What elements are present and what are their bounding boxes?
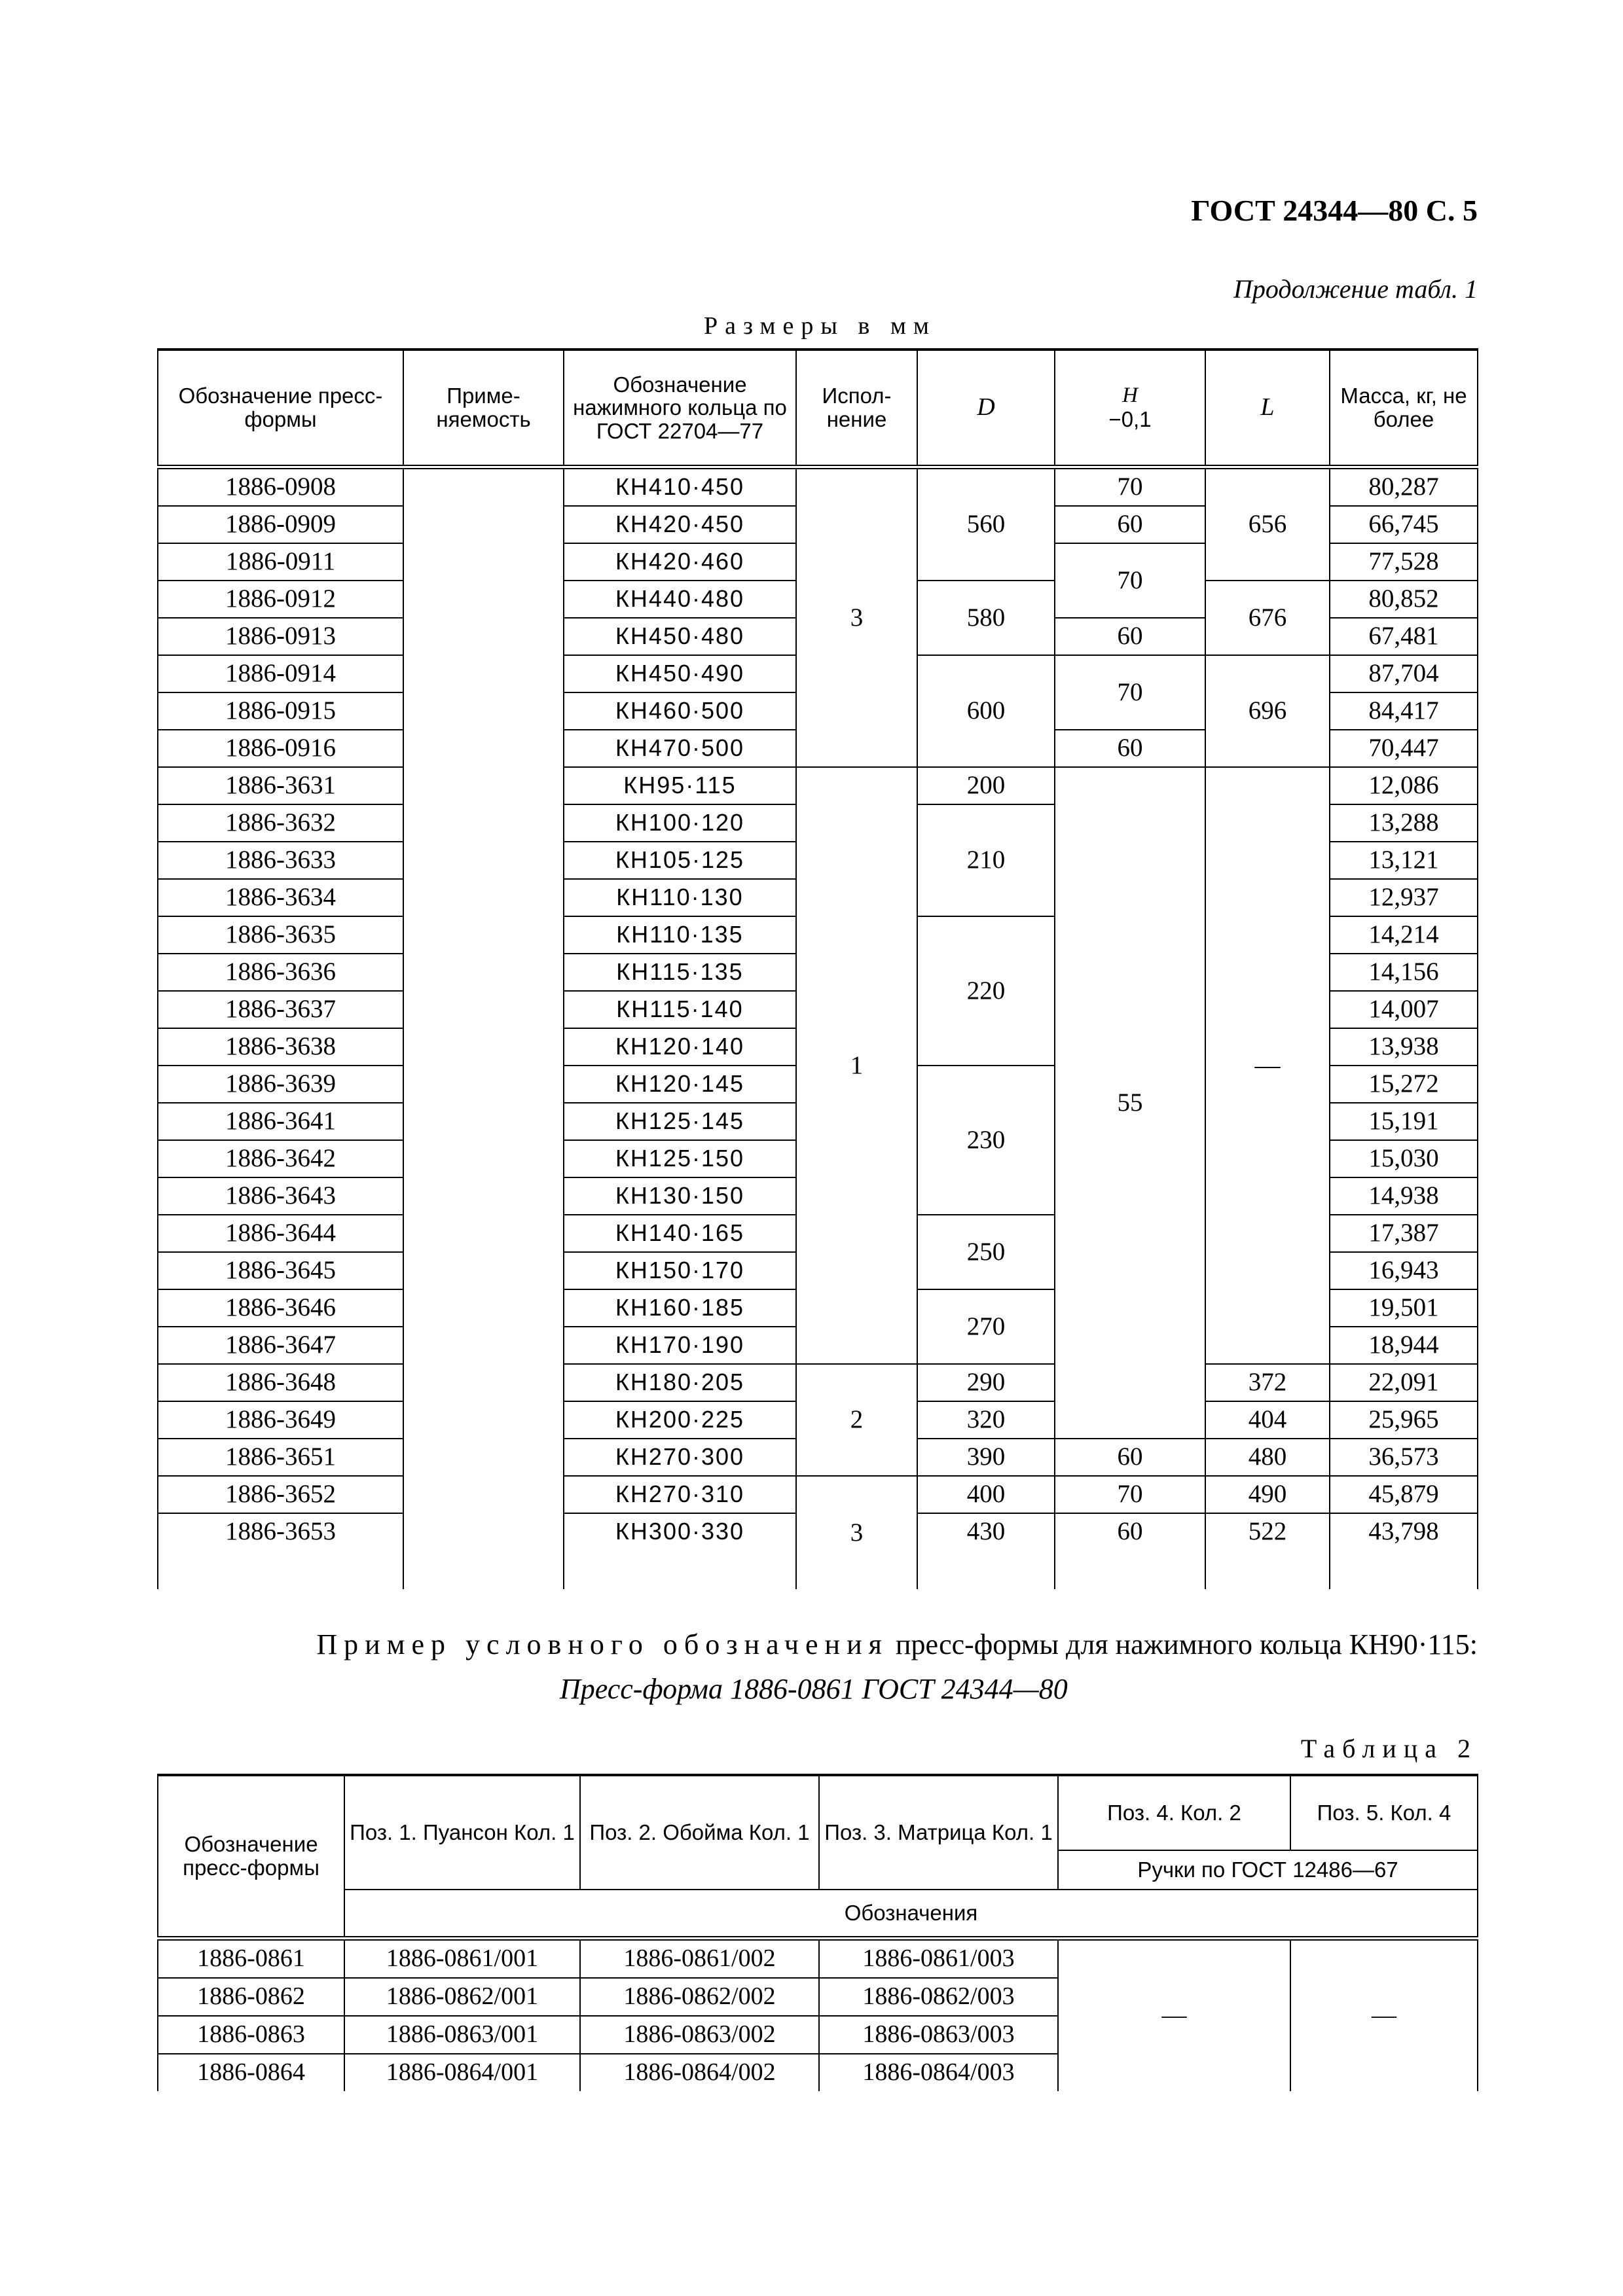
table-row xyxy=(158,767,1478,804)
designation-cell: 1886-3652 xyxy=(158,1476,403,1513)
designation-cell: 1886-3633 xyxy=(158,842,403,879)
designation-cell: 1886-3636 xyxy=(158,954,403,991)
ring-cell: КН450·480 xyxy=(564,618,796,655)
table-row xyxy=(158,467,1478,507)
h-cell: 60 xyxy=(1055,1513,1205,1550)
applicability-cell xyxy=(403,692,564,730)
mass-cell: 17,387 xyxy=(1330,1215,1478,1252)
applicability-cell xyxy=(403,842,564,879)
table-2-header-row xyxy=(158,1890,1478,1939)
ring-cell: КН420·450 xyxy=(564,506,796,543)
h-cell: 60 xyxy=(1055,730,1205,767)
d-cell: 600 xyxy=(917,655,1055,767)
mass-cell: 66,745 xyxy=(1330,506,1478,543)
designation-cell: 1886-3637 xyxy=(158,991,403,1028)
units-caption: Размеры в мм xyxy=(704,312,936,340)
t2-pos4-cell: — xyxy=(1058,1939,1290,2092)
h-cell: 70 xyxy=(1055,467,1205,507)
t2-designation-cell: 1886-0862 xyxy=(158,1978,344,2016)
designation-cell: 1886-0916 xyxy=(158,730,403,767)
ring-cell: КН125·150 xyxy=(564,1140,796,1177)
designation-cell: 1886-0911 xyxy=(158,543,403,581)
applicability-cell xyxy=(403,879,564,916)
header-ring: Обозначение нажимного кольца по ГОСТ 22704—77 xyxy=(564,350,796,467)
mass-cell: 25,965 xyxy=(1330,1401,1478,1439)
ring-cell: КН200·225 xyxy=(564,1401,796,1439)
designation-cell: 1886-3649 xyxy=(158,1401,403,1439)
d-cell: 230 xyxy=(917,1066,1055,1215)
example-line xyxy=(316,1628,1478,1661)
h-cell: 60 xyxy=(1055,1439,1205,1476)
ring-cell: КН130·150 xyxy=(564,1177,796,1215)
mass-cell: 15,272 xyxy=(1330,1066,1478,1103)
designation-cell: 1886-0915 xyxy=(158,692,403,730)
header-version: Испол-нение xyxy=(796,350,917,467)
applicability-cell xyxy=(403,543,564,581)
t2-pos3-cell: 1886-0864/003 xyxy=(819,2054,1058,2091)
d-cell: 400 xyxy=(917,1476,1055,1513)
ring-cell: КН110·130 xyxy=(564,879,796,916)
designation-cell: 1886-3648 xyxy=(158,1364,403,1401)
continuation-caption: Продолжение табл. 1 xyxy=(1233,274,1478,304)
t2-pos3-cell: 1886-0862/003 xyxy=(819,1978,1058,2016)
applicability-cell xyxy=(403,1177,564,1215)
ring-cell: КН120·140 xyxy=(564,1028,796,1066)
t2-pos1-cell: 1886-0861/001 xyxy=(344,1939,580,1979)
designation-cell: 1886-0913 xyxy=(158,618,403,655)
mass-cell: 14,156 xyxy=(1330,954,1478,991)
t2-pos1-cell: 1886-0864/001 xyxy=(344,2054,580,2091)
ring-cell: КН270·310 xyxy=(564,1476,796,1513)
ring-cell: КН95·115 xyxy=(564,767,796,804)
header-d: D xyxy=(917,350,1055,467)
mass-cell: 67,481 xyxy=(1330,618,1478,655)
t2-designation-cell: 1886-0863 xyxy=(158,2016,344,2054)
t2-header-handles: Ручки по ГОСТ 12486—67 xyxy=(1058,1850,1478,1890)
ring-cell: КН125·145 xyxy=(564,1103,796,1140)
t2-pos2-cell: 1886-0862/002 xyxy=(580,1978,819,2016)
mass-cell: 70,447 xyxy=(1330,730,1478,767)
mass-cell: 13,121 xyxy=(1330,842,1478,879)
table-1-header-row xyxy=(158,350,1478,467)
ring-cell: КН180·205 xyxy=(564,1364,796,1401)
ring-cell: КН110·135 xyxy=(564,916,796,954)
t2-pos5-cell: — xyxy=(1290,1939,1478,2092)
ring-cell: КН270·300 xyxy=(564,1439,796,1476)
mass-cell: 87,704 xyxy=(1330,655,1478,692)
designation-cell: 1886-0912 xyxy=(158,581,403,618)
page-header: ГОСТ 24344—80 С. 5 xyxy=(1191,194,1478,227)
designation-cell: 1886-0908 xyxy=(158,467,403,507)
designation-cell: 1886-3651 xyxy=(158,1439,403,1476)
d-cell: 220 xyxy=(917,916,1055,1066)
t2-header-pos2: Поз. 2. Обойма Кол. 1 xyxy=(580,1775,819,1890)
ring-cell: КН460·500 xyxy=(564,692,796,730)
t2-header-designation: Обозначение пресс-формы xyxy=(158,1775,344,1939)
mass-cell: 13,288 xyxy=(1330,804,1478,842)
designation-cell: 1886-3631 xyxy=(158,767,403,804)
version-cell: 1 xyxy=(796,767,917,1364)
applicability-cell xyxy=(403,1028,564,1066)
ring-cell: КН115·140 xyxy=(564,991,796,1028)
applicability-cell xyxy=(403,1140,564,1177)
mass-cell: 84,417 xyxy=(1330,692,1478,730)
t2-pos3-cell: 1886-0861/003 xyxy=(819,1939,1058,1979)
applicability-cell xyxy=(403,1066,564,1103)
ring-cell: КН420·460 xyxy=(564,543,796,581)
example-designation: Пресс-форма 1886-0861 ГОСТ 24344—80 xyxy=(560,1673,1068,1705)
table-row xyxy=(158,1364,1478,1401)
mass-cell: 16,943 xyxy=(1330,1252,1478,1289)
mass-cell: 18,944 xyxy=(1330,1327,1478,1364)
designation-cell: 1886-3653 xyxy=(158,1513,403,1550)
applicability-cell xyxy=(403,730,564,767)
mass-cell: 43,798 xyxy=(1330,1513,1478,1550)
applicability-cell xyxy=(403,1327,564,1364)
h-cell: 55 xyxy=(1055,767,1205,1439)
t2-header-pos4: Поз. 4. Кол. 2 xyxy=(1058,1775,1290,1850)
applicability-cell xyxy=(403,506,564,543)
applicability-cell xyxy=(403,1476,564,1513)
ring-cell: КН470·500 xyxy=(564,730,796,767)
l-cell: 656 xyxy=(1205,467,1330,581)
t2-pos1-cell: 1886-0862/001 xyxy=(344,1978,580,2016)
d-cell: 430 xyxy=(917,1513,1055,1550)
designation-cell: 1886-3632 xyxy=(158,804,403,842)
version-cell: 3 xyxy=(796,467,917,768)
applicability-cell xyxy=(403,991,564,1028)
ring-cell: КН450·490 xyxy=(564,655,796,692)
ring-cell: КН440·480 xyxy=(564,581,796,618)
t2-pos2-cell: 1886-0863/002 xyxy=(580,2016,819,2054)
applicability-cell xyxy=(403,804,564,842)
applicability-cell xyxy=(403,1513,564,1550)
l-cell: 372 xyxy=(1205,1364,1330,1401)
t2-header-pos3: Поз. 3. Матрица Кол. 1 xyxy=(819,1775,1058,1890)
ring-cell: КН170·190 xyxy=(564,1327,796,1364)
table-1 xyxy=(157,348,1478,1589)
version-cell: 2 xyxy=(796,1364,917,1476)
d-cell: 390 xyxy=(917,1439,1055,1476)
d-cell: 320 xyxy=(917,1401,1055,1439)
l-cell: 490 xyxy=(1205,1476,1330,1513)
header-h-name: H xyxy=(1122,384,1138,408)
mass-cell: 80,852 xyxy=(1330,581,1478,618)
mass-cell: 13,938 xyxy=(1330,1028,1478,1066)
t2-pos3-cell: 1886-0863/003 xyxy=(819,2016,1058,2054)
applicability-cell xyxy=(403,1401,564,1439)
d-cell: 210 xyxy=(917,804,1055,916)
ring-cell: КН100·120 xyxy=(564,804,796,842)
applicability-cell xyxy=(403,1215,564,1252)
ring-cell: КН410·450 xyxy=(564,467,796,507)
l-cell: 696 xyxy=(1205,655,1330,767)
designation-cell: 1886-3635 xyxy=(158,916,403,954)
header-h xyxy=(1055,350,1205,467)
d-cell: 560 xyxy=(917,467,1055,581)
header-mass: Масса, кг, не более xyxy=(1330,350,1478,467)
designation-cell: 1886-3642 xyxy=(158,1140,403,1177)
mass-cell: 14,214 xyxy=(1330,916,1478,954)
t2-header-pos1: Поз. 1. Пуансон Кол. 1 xyxy=(344,1775,580,1890)
mass-cell: 15,030 xyxy=(1330,1140,1478,1177)
mass-cell: 12,086 xyxy=(1330,767,1478,804)
ring-cell: КН120·145 xyxy=(564,1066,796,1103)
ring-cell: КН150·170 xyxy=(564,1252,796,1289)
designation-cell: 1886-3638 xyxy=(158,1028,403,1066)
designation-cell: 1886-3646 xyxy=(158,1289,403,1327)
d-cell: 270 xyxy=(917,1289,1055,1364)
designation-cell: 1886-3647 xyxy=(158,1327,403,1364)
table-row xyxy=(158,1476,1478,1513)
h-cell: 70 xyxy=(1055,1476,1205,1513)
mass-cell: 12,937 xyxy=(1330,879,1478,916)
mass-cell: 77,528 xyxy=(1330,543,1478,581)
applicability-cell xyxy=(403,767,564,804)
mass-cell: 36,573 xyxy=(1330,1439,1478,1476)
designation-cell: 1886-3639 xyxy=(158,1066,403,1103)
applicability-cell xyxy=(403,1289,564,1327)
d-cell: 250 xyxy=(917,1215,1055,1289)
l-cell: 522 xyxy=(1205,1513,1330,1550)
d-cell: 580 xyxy=(917,581,1055,655)
applicability-cell xyxy=(403,1364,564,1401)
applicability-cell xyxy=(403,618,564,655)
designation-cell: 1886-3634 xyxy=(158,879,403,916)
table-2 xyxy=(157,1774,1478,2091)
designation-cell: 1886-3643 xyxy=(158,1177,403,1215)
header-h-tolerance: −0,1 xyxy=(1108,407,1152,431)
designation-cell: 1886-0909 xyxy=(158,506,403,543)
header-applicability: Приме-няемость xyxy=(403,350,564,467)
designation-cell: 1886-3641 xyxy=(158,1103,403,1140)
t2-pos2-cell: 1886-0861/002 xyxy=(580,1939,819,1979)
example-rest: пресс-формы для нажимного кольца КН90·115: xyxy=(888,1628,1478,1660)
l-cell: — xyxy=(1205,767,1330,1364)
applicability-cell xyxy=(403,581,564,618)
l-cell: 480 xyxy=(1205,1439,1330,1476)
designation-cell: 1886-0914 xyxy=(158,655,403,692)
header-l: L xyxy=(1205,350,1330,467)
l-cell: 676 xyxy=(1205,581,1330,655)
header-designation: Обозначение пресс-формы xyxy=(158,350,403,467)
mass-cell: 14,938 xyxy=(1330,1177,1478,1215)
applicability-cell xyxy=(403,916,564,954)
ring-cell: КН140·165 xyxy=(564,1215,796,1252)
l-cell: 404 xyxy=(1205,1401,1330,1439)
applicability-cell xyxy=(403,1439,564,1476)
d-cell: 290 xyxy=(917,1364,1055,1401)
ring-cell: КН105·125 xyxy=(564,842,796,879)
t2-header-pos5: Поз. 5. Кол. 4 xyxy=(1290,1775,1478,1850)
d-cell: 200 xyxy=(917,767,1055,804)
mass-cell: 15,191 xyxy=(1330,1103,1478,1140)
designation-cell: 1886-3644 xyxy=(158,1215,403,1252)
t2-header-designations: Обозначения xyxy=(344,1890,1478,1939)
t2-designation-cell: 1886-0864 xyxy=(158,2054,344,2091)
table-row xyxy=(158,1939,1478,1979)
version-cell: 3 xyxy=(796,1476,917,1589)
mass-cell: 45,879 xyxy=(1330,1476,1478,1513)
applicability-cell xyxy=(403,1103,564,1140)
example-lead: Пример условного обозначения xyxy=(316,1628,888,1660)
mass-cell: 22,091 xyxy=(1330,1364,1478,1401)
applicability-cell xyxy=(403,1252,564,1289)
h-cell: 60 xyxy=(1055,618,1205,655)
h-cell: 70 xyxy=(1055,655,1205,730)
h-cell: 70 xyxy=(1055,543,1205,618)
t2-designation-cell: 1886-0861 xyxy=(158,1939,344,1979)
table-2-caption: Таблица 2 xyxy=(1300,1734,1478,1763)
designation-cell: 1886-3645 xyxy=(158,1252,403,1289)
applicability-cell xyxy=(403,954,564,991)
mass-cell: 14,007 xyxy=(1330,991,1478,1028)
mass-cell: 80,287 xyxy=(1330,467,1478,507)
mass-cell: 19,501 xyxy=(1330,1289,1478,1327)
t2-pos2-cell: 1886-0864/002 xyxy=(580,2054,819,2091)
h-cell: 60 xyxy=(1055,506,1205,543)
ring-cell: КН300·330 xyxy=(564,1513,796,1550)
table-2-header-row xyxy=(158,1775,1478,1850)
applicability-cell xyxy=(403,467,564,507)
ring-cell: КН115·135 xyxy=(564,954,796,991)
applicability-cell xyxy=(403,655,564,692)
t2-pos1-cell: 1886-0863/001 xyxy=(344,2016,580,2054)
ring-cell: КН160·185 xyxy=(564,1289,796,1327)
